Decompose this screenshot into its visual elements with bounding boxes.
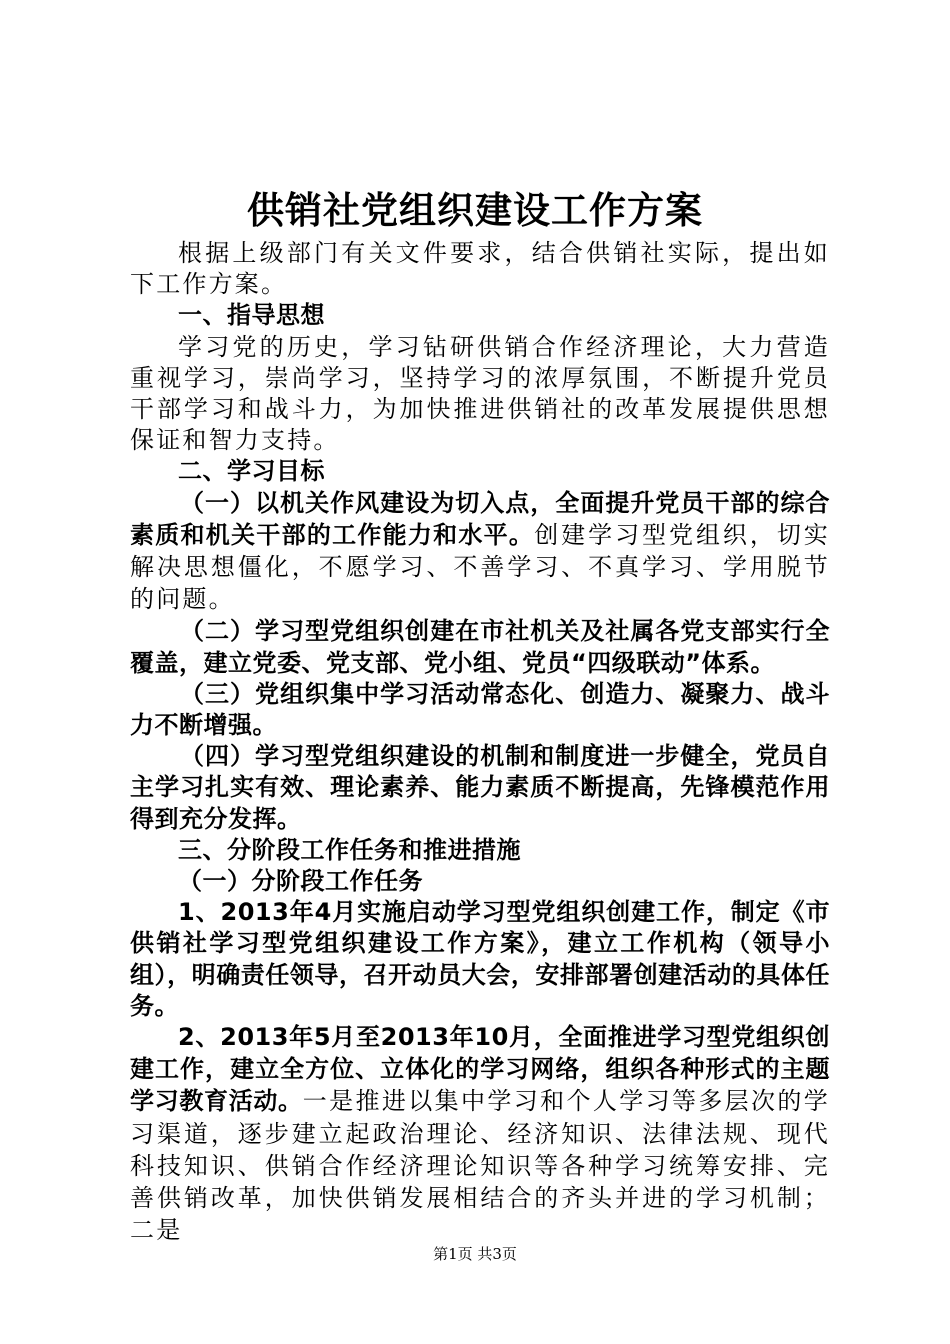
guiding-thought-paragraph: 学习党的历史，学习钻研供销合作经济理论，大力营造重视学习，崇尚学习，坚持学习的浓厚氛围，不断提升党员干部学习和战斗力，为加快推进供销社的改革发展提供思想保证和智力支持。 [130, 332, 830, 455]
task-2-regular-text: 一是推进以集中学习和个人学习等多层次的学习渠道，逐步建立起政治理论、经济知识、法律法规、现代科技知识、供销合作经济理论知识等各种学习统筹安排、完善供销改革，加快供销发展相结合的齐头并进的学习机制；二是 [130, 1087, 831, 1245]
section-heading-learning-goals: 二、学习目标 [178, 457, 325, 486]
goal-2-paragraph: （二）学习型党组织创建在市社机关及社属各党支部实行全覆盖，建立党委、党支部、党小组、党员“四级联动”体系。 [130, 617, 830, 677]
goal-3-paragraph: （三）党组织集中学习活动常态化、创造力、凝聚力、战斗力不断增强。 [130, 679, 830, 740]
document-title: 供销社党组织建设工作方案 [247, 188, 703, 232]
page-footer: 第1页 共3页 [433, 1245, 517, 1263]
goal-1-bold-text: （一）以机关作风建设为切入点，全面提升党员干部的综合素质和机关干部的工作能力和水平。 [130, 488, 830, 549]
task-1-paragraph: 1、2013年4月实施启动学习型党组织创建工作，制定《市供销社学习型党组织建设工作方案》，建立工作机构（领导小组），明确责任领导，召开动员大会，安排部署创建活动的具体任务。 [130, 898, 830, 1020]
task-2-paragraph [130, 1022, 830, 1247]
goal-4-paragraph: （四）学习型党组织建设的机制和制度进一步健全，党员自主学习扎实有效、理论素养、能力素质不断提高，先锋模范作用得到充分发挥。 [130, 742, 830, 833]
intro-paragraph: 根据上级部门有关文件要求，结合供销社实际，提出如下工作方案。 [130, 239, 830, 299]
goal-1-regular-text: 创建学习型党组织，切实解决思想僵化，不愿学习、不善学习、不真学习、学用脱节的问题。 [130, 520, 831, 614]
section-heading-guiding-thought: 一、指导思想 [178, 301, 325, 330]
section-heading-phased-tasks: 三、分阶段工作任务和推进措施 [178, 835, 521, 864]
goal-1-paragraph [130, 488, 830, 617]
task-2-bold-text: 2、2013年5月至2013年10月，全面推进学习型党组织创建工作，建立全方位、立体化的学习网络，组织各种形式的主题学习教育活动。 [130, 1023, 830, 1116]
document-body [130, 238, 830, 1248]
subsection-heading-phased-tasks: （一）分阶段工作任务 [178, 867, 423, 896]
